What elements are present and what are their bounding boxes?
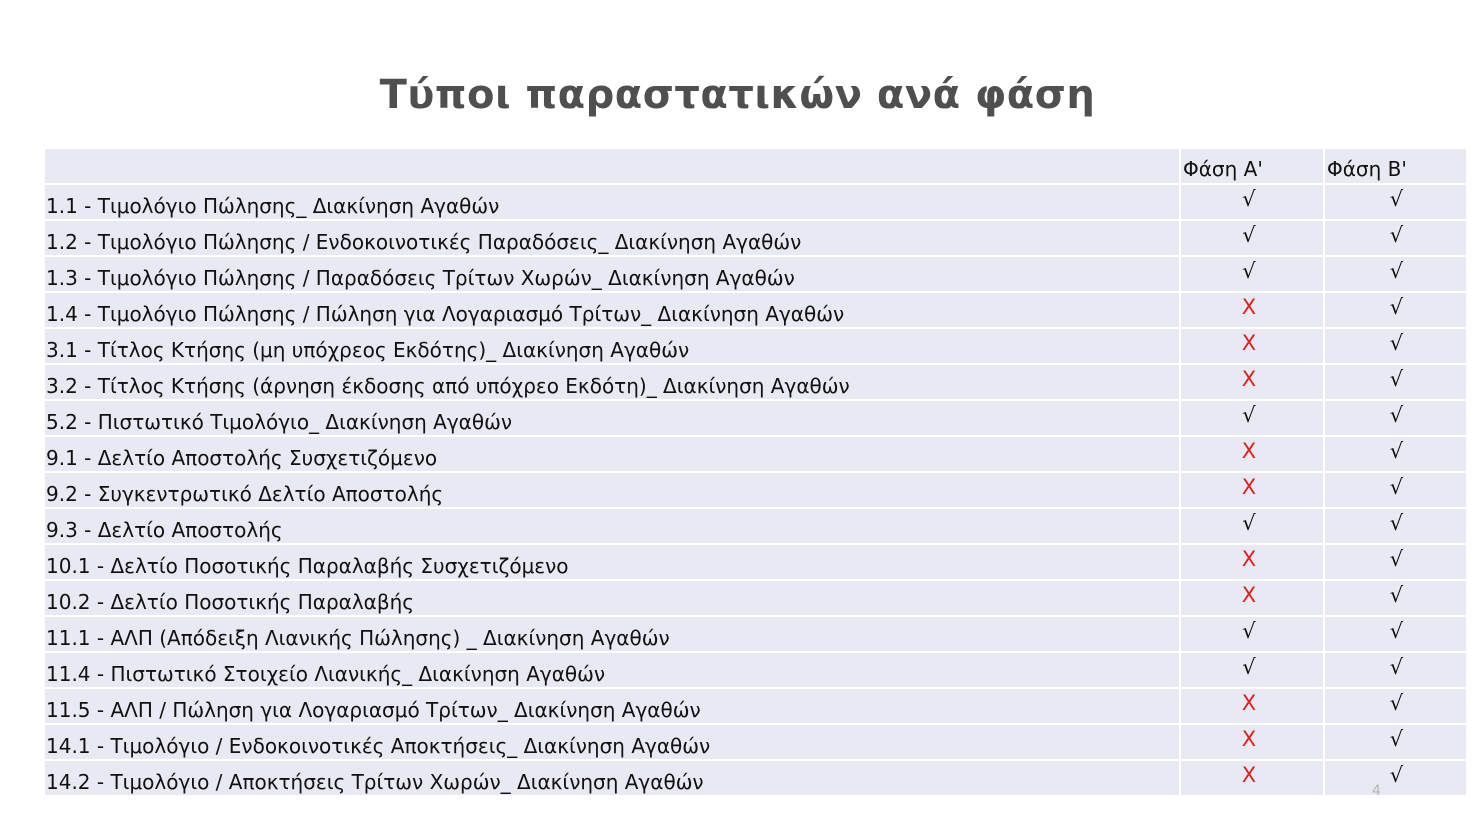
phase-b-cell <box>1323 185 1466 221</box>
document-type-name: 5.2 - Πιστωτικό Τιμολόγιο_ Διακίνηση Αγαθών <box>45 401 1179 437</box>
phase-b-cell <box>1323 689 1466 725</box>
x-mark-icon: X <box>1241 475 1257 499</box>
phase-a-cell <box>1179 509 1323 545</box>
phase-a-cell <box>1179 761 1323 797</box>
phase-a-cell <box>1179 221 1323 257</box>
document-type-name: 14.2 - Τιμολόγιο / Αποκτήσεις Τρίτων Χωρών_ Διακίνηση Αγαθών <box>45 761 1179 797</box>
phase-b-cell <box>1323 617 1466 653</box>
phase-a-cell <box>1179 653 1323 689</box>
table-header-row <box>45 149 1466 185</box>
table-row <box>45 329 1466 365</box>
phase-b-cell <box>1323 653 1466 689</box>
phase-b-cell <box>1323 365 1466 401</box>
check-mark-icon: √ <box>1389 295 1404 319</box>
page-number: 4 <box>1372 783 1381 799</box>
phase-b-cell <box>1323 221 1466 257</box>
check-mark-icon: √ <box>1389 691 1404 715</box>
x-mark-icon: X <box>1241 763 1257 787</box>
document-type-name: 1.4 - Τιμολόγιο Πώλησης / Πώληση για Λογαριασμό Τρίτων_ Διακίνηση Αγαθών <box>45 293 1179 329</box>
phase-b-cell <box>1323 761 1466 797</box>
document-type-name: 3.2 - Τίτλος Κτήσης (άρνηση έκδοσης από υπόχρεο Εκδότη)_ Διακίνηση Αγαθών <box>45 365 1179 401</box>
x-mark-icon: X <box>1241 439 1257 463</box>
table-row <box>45 689 1466 725</box>
check-mark-icon: √ <box>1389 187 1404 211</box>
table-row <box>45 185 1466 221</box>
document-type-name: 10.1 - Δελτίο Ποσοτικής Παραλαβής Συσχετιζόμενο <box>45 545 1179 581</box>
phase-b-cell <box>1323 545 1466 581</box>
phase-b-cell <box>1323 329 1466 365</box>
phase-a-cell <box>1179 473 1323 509</box>
phase-a-cell <box>1179 581 1323 617</box>
phase-b-cell <box>1323 509 1466 545</box>
check-mark-icon: √ <box>1242 259 1256 283</box>
phase-a-cell <box>1179 689 1323 725</box>
phase-a-cell <box>1179 401 1323 437</box>
x-mark-icon: X <box>1241 295 1257 319</box>
check-mark-icon: √ <box>1389 331 1404 355</box>
table-row <box>45 293 1466 329</box>
phase-a-cell <box>1179 437 1323 473</box>
document-type-name: 1.3 - Τιμολόγιο Πώλησης / Παραδόσεις Τρίτων Χωρών_ Διακίνηση Αγαθών <box>45 257 1179 293</box>
document-type-name: 1.2 - Τιμολόγιο Πώλησης / Ενδοκοινοτικές Παραδόσεις_ Διακίνηση Αγαθών <box>45 221 1179 257</box>
table-row <box>45 401 1466 437</box>
check-mark-icon: √ <box>1389 583 1404 607</box>
check-mark-icon: √ <box>1242 619 1256 643</box>
document-type-name: 11.5 - ΑΛΠ / Πώληση για Λογαριασμό Τρίτων_ Διακίνηση Αγαθών <box>45 689 1179 725</box>
document-type-name: 1.1 - Τιμολόγιο Πώλησης_ Διακίνηση Αγαθών <box>45 185 1179 221</box>
phase-a-cell <box>1179 329 1323 365</box>
check-mark-icon: √ <box>1389 223 1404 247</box>
x-mark-icon: X <box>1241 367 1257 391</box>
document-type-name: 10.2 - Δελτίο Ποσοτικής Παραλαβής <box>45 581 1179 617</box>
table-row <box>45 473 1466 509</box>
check-mark-icon: √ <box>1242 403 1256 427</box>
check-mark-icon: √ <box>1389 511 1404 535</box>
table-row <box>45 437 1466 473</box>
x-mark-icon: X <box>1241 691 1257 715</box>
phase-b-cell <box>1323 473 1466 509</box>
phase-b-cell <box>1323 725 1466 761</box>
x-mark-icon: X <box>1241 583 1257 607</box>
page-title: Τύποι παραστατικών ανά φάση <box>379 72 1096 118</box>
table-row <box>45 725 1466 761</box>
check-mark-icon: √ <box>1389 655 1404 679</box>
table-row <box>45 761 1466 797</box>
check-mark-icon: √ <box>1389 547 1404 571</box>
document-type-name: 11.1 - ΑΛΠ (Απόδειξη Λιανικής Πώλησης) _ Διακίνηση Αγαθών <box>45 617 1179 653</box>
check-mark-icon: √ <box>1242 187 1256 211</box>
document-types-table <box>45 149 1466 797</box>
phase-a-cell <box>1179 185 1323 221</box>
check-mark-icon: √ <box>1242 511 1256 535</box>
document-type-name: 11.4 - Πιστωτικό Στοιχείο Λιανικής_ Διακίνηση Αγαθών <box>45 653 1179 689</box>
table-row <box>45 365 1466 401</box>
header-phase-b: Φάση Β' <box>1323 149 1466 185</box>
phase-a-cell <box>1179 293 1323 329</box>
phase-a-cell <box>1179 545 1323 581</box>
table-row <box>45 653 1466 689</box>
phase-a-cell <box>1179 257 1323 293</box>
table-row <box>45 221 1466 257</box>
check-mark-icon: √ <box>1389 403 1404 427</box>
check-mark-icon: √ <box>1242 223 1256 247</box>
x-mark-icon: X <box>1241 331 1257 355</box>
phase-a-cell <box>1179 617 1323 653</box>
header-document-type <box>45 149 1179 185</box>
table-row <box>45 509 1466 545</box>
check-mark-icon: √ <box>1389 727 1404 751</box>
phase-a-cell <box>1179 365 1323 401</box>
x-mark-icon: X <box>1241 547 1257 571</box>
document-type-name: 9.3 - Δελτίο Αποστολής <box>45 509 1179 545</box>
phase-a-cell <box>1179 725 1323 761</box>
x-mark-icon: X <box>1241 727 1257 751</box>
document-type-name: 9.1 - Δελτίο Αποστολής Συσχετιζόμενο <box>45 437 1179 473</box>
phase-b-cell <box>1323 581 1466 617</box>
check-mark-icon: √ <box>1242 655 1256 679</box>
check-mark-icon: √ <box>1389 763 1404 787</box>
phase-b-cell <box>1323 437 1466 473</box>
table-row <box>45 545 1466 581</box>
check-mark-icon: √ <box>1389 367 1404 391</box>
check-mark-icon: √ <box>1389 475 1404 499</box>
phase-b-cell <box>1323 257 1466 293</box>
table-body <box>45 185 1466 797</box>
document-type-name: 14.1 - Τιμολόγιο / Ενδοκοινοτικές Αποκτήσεις_ Διακίνηση Αγαθών <box>45 725 1179 761</box>
table-row <box>45 617 1466 653</box>
phase-b-cell <box>1323 401 1466 437</box>
check-mark-icon: √ <box>1389 619 1404 643</box>
document-type-name: 9.2 - Συγκεντρωτικό Δελτίο Αποστολής <box>45 473 1179 509</box>
table-row <box>45 581 1466 617</box>
phase-b-cell <box>1323 293 1466 329</box>
document-type-name: 3.1 - Τίτλος Κτήσης (μη υπόχρεος Εκδότης)_ Διακίνηση Αγαθών <box>45 329 1179 365</box>
header-phase-a: Φάση Α' <box>1179 149 1323 185</box>
check-mark-icon: √ <box>1389 259 1404 283</box>
table-row <box>45 257 1466 293</box>
check-mark-icon: √ <box>1389 439 1404 463</box>
